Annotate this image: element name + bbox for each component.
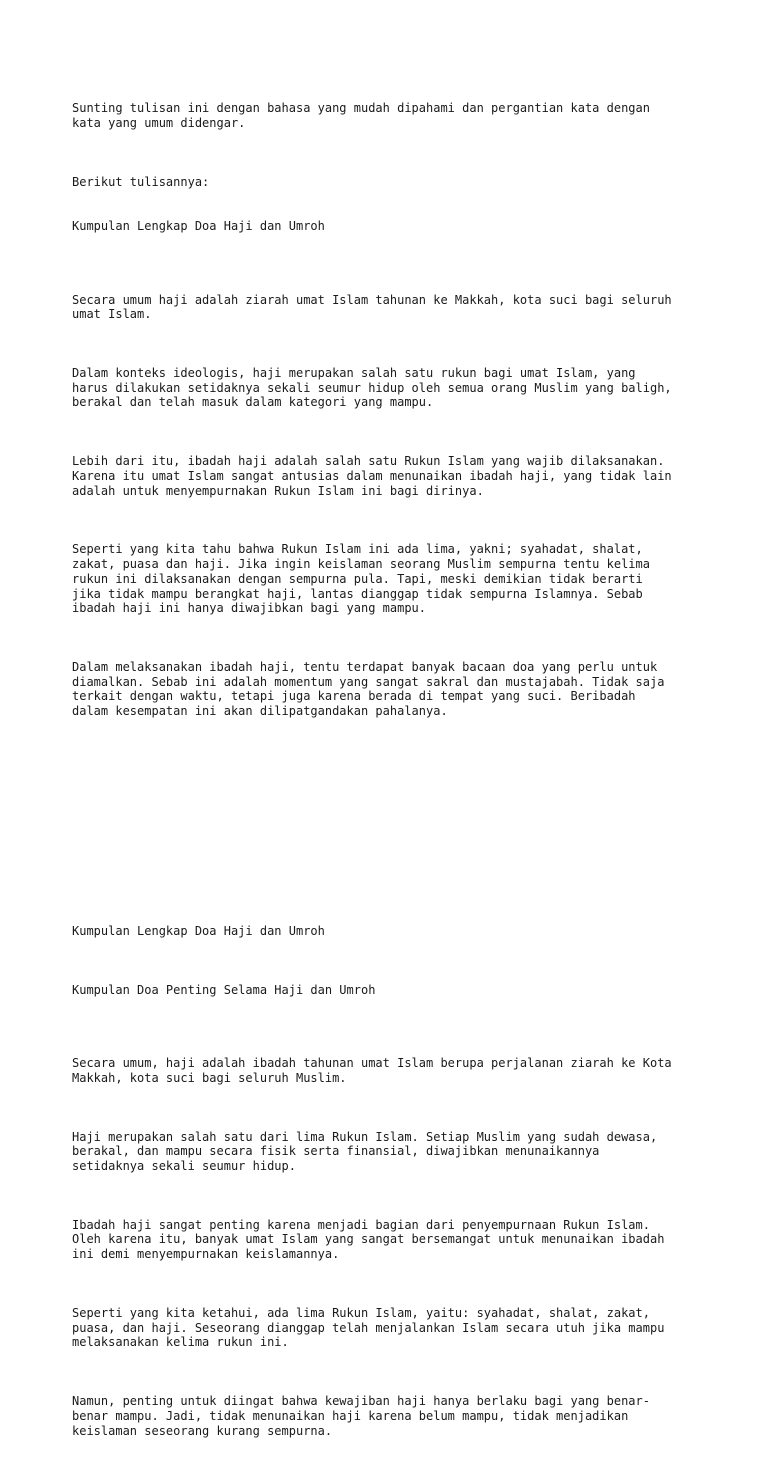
- intro-label: Berikut tulisannya:: [72, 174, 210, 189]
- rewrite-subtitle: Kumpulan Doa Penting Selama Haji dan Umroh: [72, 982, 376, 997]
- original-paragraph: Seperti yang kita tahu bahwa Rukun Islam ini ada lima, yakni; syahadat, shalat, zakat, puasa dan haji. Jika ingin keislaman seorang Muslim sempurna tentu kelima rukun ini dilaksanakan dengan sempurna pula. Tapi, meski demikian tidak berarti jika tidak mampu berangkat haji, lantas dianggap tidak sempurna Islamnya. Sebab ibadah haji ini hanya diwajibkan bagi yang mampu.: [72, 542, 650, 616]
- rewrite-title: Kumpulan Lengkap Doa Haji dan Umroh: [72, 923, 325, 938]
- rewrite-paragraph: Ibadah haji sangat penting karena menjadi bagian dari penyempurnaan Rukun Islam. Oleh karena itu, banyak umat Islam yang sangat bersemangat untuk menunaikan ibadah ini demi menyempurnakan keislamannya.: [72, 1217, 665, 1262]
- original-paragraph: Dalam konteks ideologis, haji merupakan salah satu rukun bagi umat Islam, yang harus dilakukan setidaknya sekali seumur hidup oleh semua orang Muslim yang baligh, berakal dan telah masuk dalam kategori yang mampu.: [72, 366, 672, 410]
- rewrite-paragraph: Namun, penting untuk diingat bahwa kewajiban haji hanya berlaku bagi yang benar- benar mampu. Jadi, tidak menunaikan haji karena belum mampu, tidak menjadikan keislaman seseorang kurang sempurna.: [72, 1394, 650, 1438]
- original-paragraph: Dalam melaksanakan ibadah haji, tentu terdapat banyak bacaan doa yang perlu untuk diamalkan. Sebab ini adalah momentum yang sangat sakral dan mustajabah. Tidak saja terkait dengan waktu, tetapi juga karena berada di tempat yang suci. Beribadah dalam kesempatan ini akan dilipatgandakan pahalanya.: [72, 660, 665, 719]
- original-paragraph: Secara umum haji adalah ziarah umat Islam tahunan ke Makkah, kota suci bagi seluruh umat Islam.: [72, 292, 672, 322]
- instruction-text: Sunting tulisan ini dengan bahasa yang mudah dipahami dan pergantian kata dengan kata yang umum didengar.: [72, 101, 650, 131]
- rewrite-paragraph: Haji merupakan salah satu dari lima Rukun Islam. Setiap Muslim yang sudah dewasa, berakal, dan mampu secara fisik serta finansial, diwajibkan menunaikannya setidaknya sekali seumur hidup.: [72, 1129, 658, 1173]
- rewrite-paragraph: Secara umum, haji adalah ibadah tahunan umat Islam berupa perjalanan ziarah ke Kota Makkah, kota suci bagi seluruh Muslim.: [72, 1056, 672, 1085]
- original-paragraph: Lebih dari itu, ibadah haji adalah salah satu Rukun Islam yang wajib dilaksanakan. Karena itu umat Islam sangat antusias dalam menunaikan ibadah haji, yang tidak lain adalah untuk menyempurnakan Rukun Islam ini bagi dirinya.: [72, 454, 672, 498]
- document-page: [72, 72, 712, 1468]
- rewrite-paragraph: Seperti yang kita ketahui, ada lima Rukun Islam, yaitu: syahadat, shalat, zakat, puasa, dan haji. Seseorang dianggap telah menjalankan Islam secara utuh jika mampu melaksanakan kelima rukun ini.: [72, 1305, 665, 1350]
- blank-spacer: [72, 778, 712, 880]
- original-title: Kumpulan Lengkap Doa Haji dan Umroh: [72, 219, 325, 234]
